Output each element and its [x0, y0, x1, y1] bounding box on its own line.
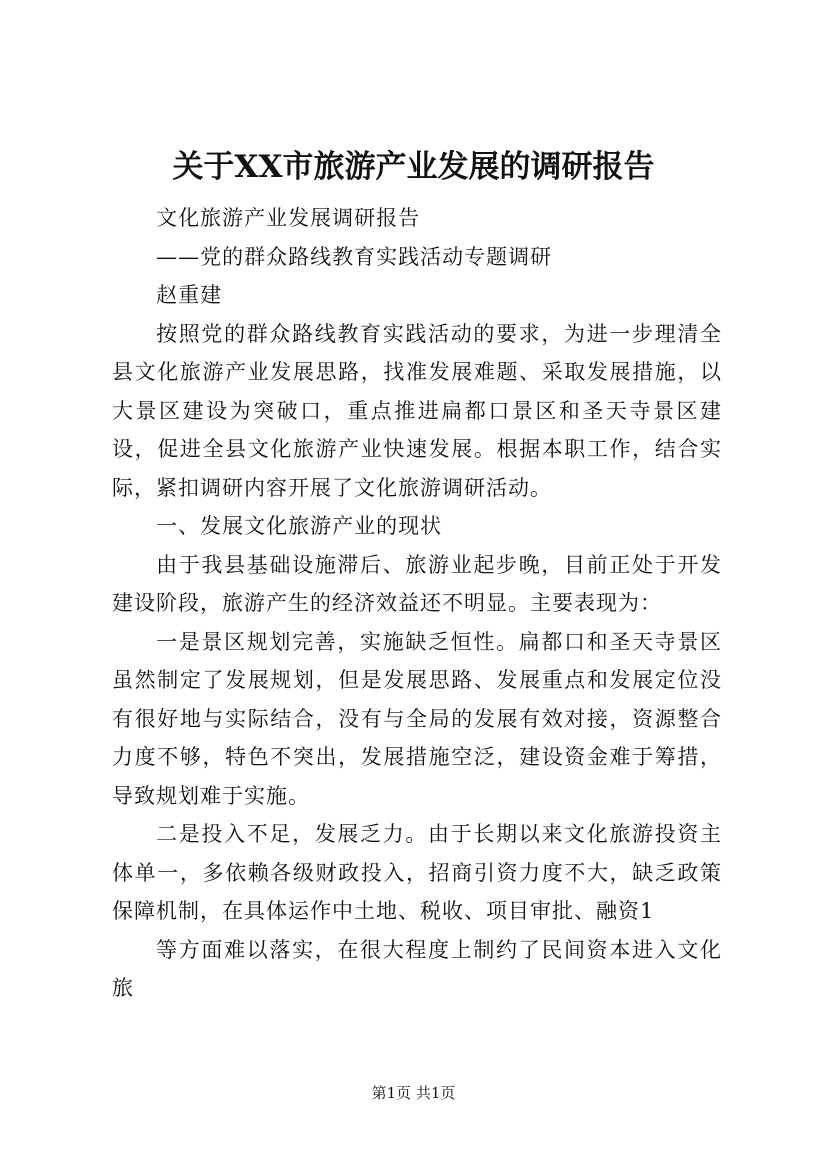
paragraph-point-one: 一是景区规划完善，实施缺乏恒性。扁都口和圣天寺景区虽然制定了发展规划，但是发展思路、发展重点和发展定位没有很好地与实际结合，没有与全局的发展有效对接，资源整合力度不够，特色不突出，发展措施空泛，建设资金难于筹措，导致规划难于实施。	[112, 629, 722, 808]
paragraph-point-two: 二是投入不足，发展乏力。由于长期以来文化旅游投资主体单一，多依赖各级财政投入，招商引资力度不大，缺乏政策保障机制，在具体运作中土地、税收、项目审批、融资1	[112, 822, 722, 923]
paragraph-intro: 按照党的群众路线教育实践活动的要求，为进一步理清全县文化旅游产业发展思路，找准发展难题、采取发展措施，以大景区建设为突破口，重点推进扁都口景区和圣天寺景区建设，促进全县文化旅游产业快速发展。根据本职工作，结合实际，紧扣调研内容开展了文化旅游调研活动。	[112, 321, 722, 500]
document-body	[112, 199, 722, 1008]
paragraph-continued: 等方面难以落实，在很大程度上制约了民间资本进入文化旅	[112, 937, 722, 1000]
page-footer: 第1页 共1页	[371, 1084, 456, 1102]
paragraph-status: 由于我县基础设施滞后、旅游业起步晚，目前正处于开发建设阶段，旅游产生的经济效益还不明显。主要表现为：	[112, 552, 722, 615]
paragraph-subtitle: 文化旅游产业发展调研报告	[156, 206, 421, 230]
document-title: 关于XX市旅游产业发展的调研报告	[172, 149, 655, 185]
paragraph-subheading: ——党的群众路线教育实践活动专题调研	[156, 244, 553, 269]
section-heading: 一、发展文化旅游产业的现状	[156, 514, 443, 538]
paragraph-author: 赵重建	[156, 283, 223, 307]
